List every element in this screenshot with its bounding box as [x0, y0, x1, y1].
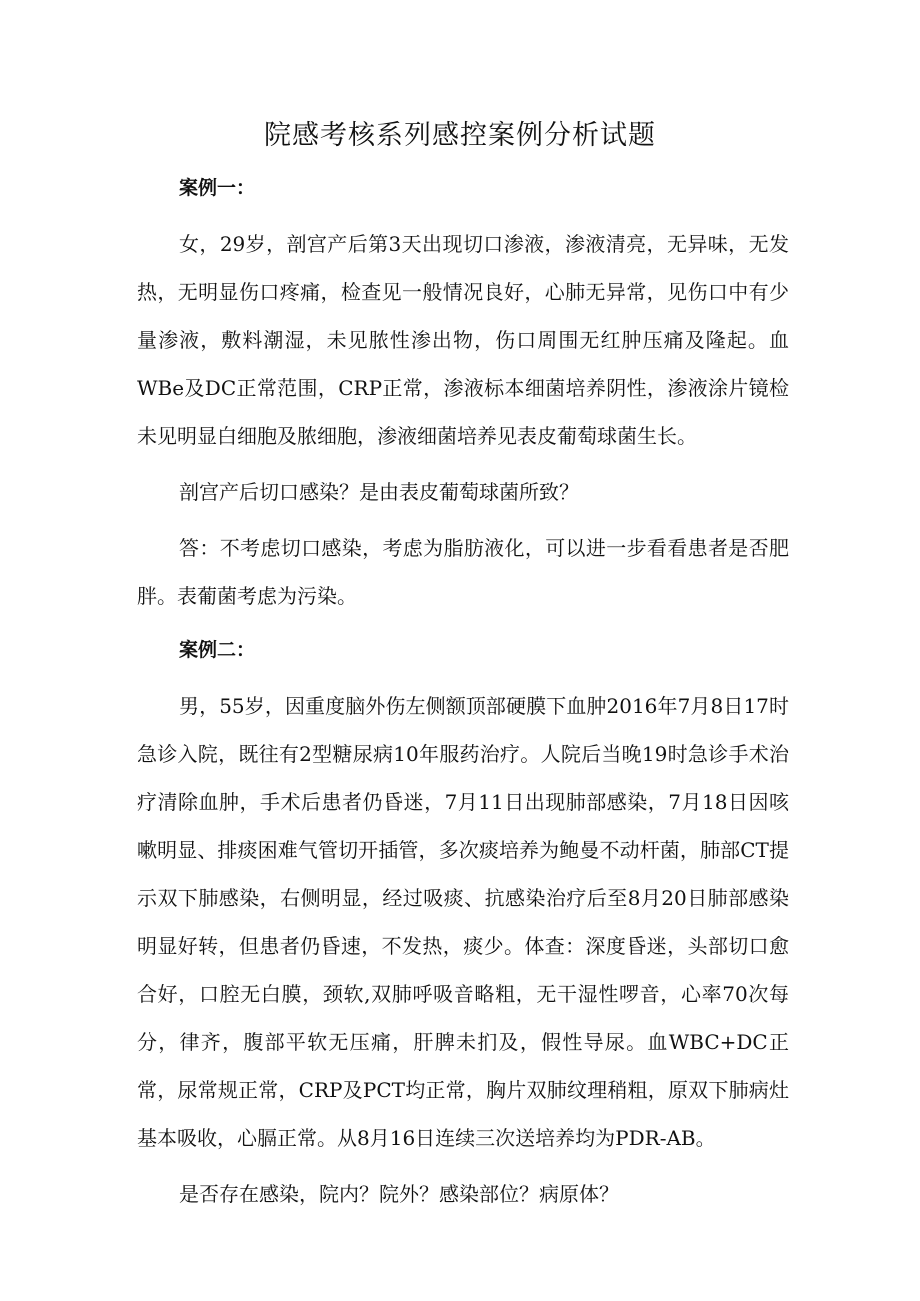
case1-answer: 答：不考虑切口感染，考虑为脂肪液化，可以进一步看看患者是否肥胖。表葡菌考虑为污染。 — [137, 536, 789, 608]
case2-description: 男，55岁，因重度脑外伤左侧额顶部硬膜下血肿2016年7月8日17时急诊入院，既往有2型糖尿病10年服药治疗。人院后当晚19时急诊手术治疗清除血肿，手术后患者仍昏迷，7月11日出现肺部感染，7月18日因咳嗽明显、排痰困难气管切开插管，多次痰培养为鲍曼不动杆菌，肺部CT提示双下肺感染，右侧明显，经过吸痰、抗感染治疗后至8月20日肺部感染明显好转，但患者仍昏速，不发热，痰少。体查：深度昏迷，头部切口愈合好，口腔无白膜，颈软,双肺呼吸音略粗，无干湿性啰音，心率70次每分，律齐，腹部平软无压痛，肝脾未扪及，假性导尿。血WBC+DC正常，尿常规正常，CRP及PCT均正常，胸片双肺纹理稍粗，原双下肺病灶基本吸收，心膈正常。从8月16日连续三次送培养均为PDR-AB。 — [137, 694, 789, 1150]
document-title: 院感考核系列感控案例分析试题 — [264, 120, 656, 151]
case2-heading: 案例二： — [179, 639, 256, 661]
case2-question: 是否存在感染，院内？院外？感染部位？病原体？ — [179, 1182, 619, 1206]
case1-description: 女，29岁，剖宫产后第3天出现切口渗液，渗液清亮，无异味，无发热，无明显伤口疼痛，检查见一般情况良好，心肺无异常，见伤口中有少量渗液，敷料潮湿，未见脓性渗出物，伤口周围无红肿压痛及隆起。血WBe及DC正常范围，CRP正常，渗液标本细菌培养阴性，渗液涂片镜检未见明显白细胞及脓细胞，渗液细菌培养见表皮葡萄球菌生长。 — [137, 232, 789, 448]
case1-heading: 案例一： — [179, 177, 256, 199]
document-body — [137, 170, 789, 1218]
case1-question: 剖宫产后切口感染？是由表皮葡萄球菌所致？ — [179, 480, 579, 504]
